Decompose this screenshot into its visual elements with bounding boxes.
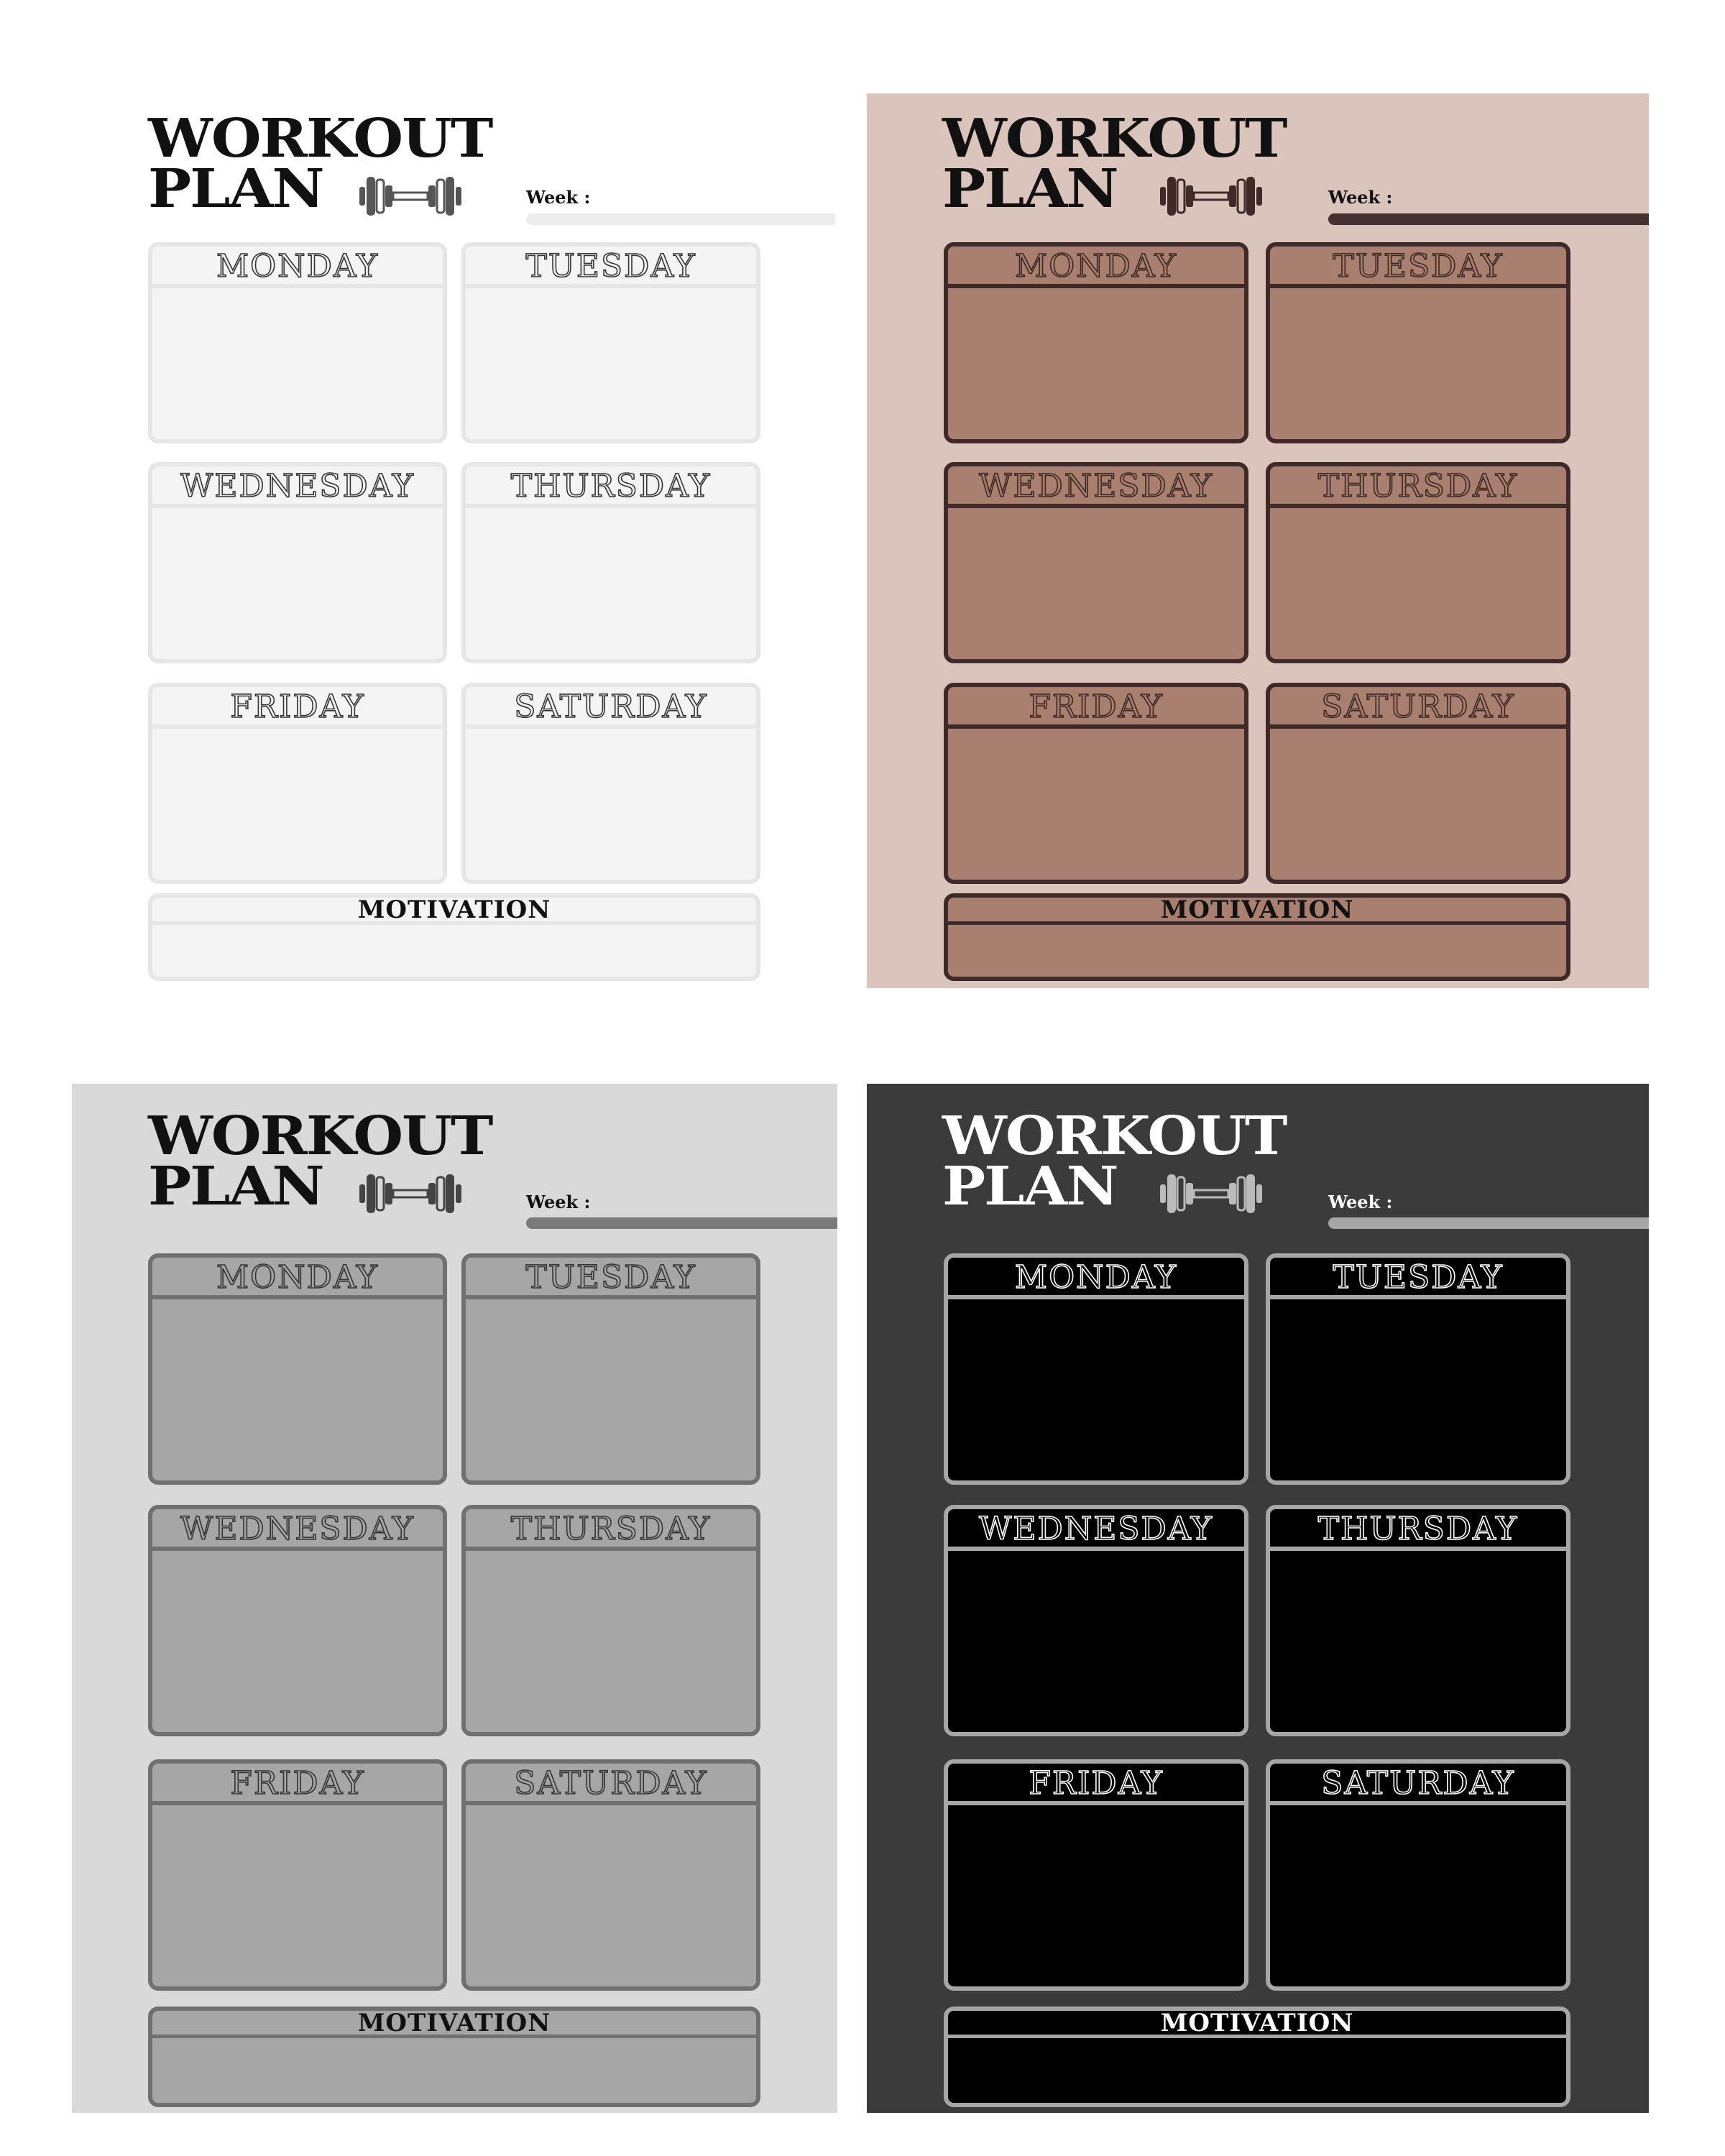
week-label: Week :: [526, 1192, 591, 1212]
planner-dark: [867, 1084, 1649, 2113]
day-label: FRIDAY: [1029, 688, 1164, 725]
dumbbell-icon: [1154, 1170, 1268, 1217]
week-input-line[interactable]: [526, 1217, 837, 1229]
day-label: THURSDAY: [1317, 1511, 1519, 1547]
day-label: SATURDAY: [1321, 688, 1515, 725]
day-card-monday[interactable]: [148, 242, 447, 443]
day-card-friday[interactable]: [148, 683, 447, 884]
day-card-tuesday[interactable]: [461, 242, 760, 443]
motivation-card[interactable]: [148, 2007, 760, 2107]
planner-mocha: [867, 93, 1649, 988]
day-label: FRIDAY: [230, 1765, 365, 1802]
day-header: [948, 1509, 1244, 1551]
day-label: TUESDAY: [525, 248, 696, 285]
day-card-saturday[interactable]: [461, 683, 760, 884]
day-header: [152, 247, 443, 288]
day-label: TUESDAY: [1333, 1259, 1504, 1296]
day-label: TUESDAY: [525, 1259, 696, 1296]
dumbbell-icon: [354, 172, 467, 220]
motivation-header: [152, 2011, 756, 2038]
day-header: [152, 1258, 443, 1299]
day-header: [1270, 247, 1566, 288]
motivation-header: [948, 895, 1566, 925]
day-header: [152, 687, 443, 729]
day-header: [466, 1509, 756, 1551]
day-header: [152, 1509, 443, 1551]
day-card-saturday[interactable]: [1266, 1759, 1570, 1991]
day-card-thursday[interactable]: [461, 462, 760, 663]
dumbbell-icon: [1154, 172, 1268, 220]
day-label: MONDAY: [1015, 1259, 1177, 1296]
day-label: WEDNESDAY: [180, 1511, 415, 1547]
day-card-wednesday[interactable]: [148, 1505, 447, 1736]
day-card-friday[interactable]: [148, 1759, 447, 1991]
week-input-line[interactable]: [1328, 1217, 1649, 1229]
day-label: MONDAY: [216, 1259, 379, 1296]
day-card-saturday[interactable]: [1266, 683, 1570, 884]
day-header: [466, 1764, 756, 1805]
week-label: Week :: [526, 187, 591, 208]
day-label: SATURDAY: [514, 1765, 708, 1802]
week-input-line[interactable]: [1328, 213, 1649, 225]
day-label: MONDAY: [216, 248, 379, 285]
day-header: [1270, 1764, 1566, 1805]
day-header: [948, 247, 1244, 288]
motivation-header: [152, 895, 756, 925]
day-header: [466, 687, 756, 729]
day-label: THURSDAY: [510, 468, 712, 505]
day-card-wednesday[interactable]: [944, 1505, 1248, 1736]
motivation-card[interactable]: [944, 2007, 1570, 2107]
day-card-tuesday[interactable]: [461, 1253, 760, 1485]
planner-white: [0, 0, 862, 1006]
day-card-thursday[interactable]: [1266, 1505, 1570, 1736]
day-header: [1270, 466, 1566, 508]
motivation-label: MOTIVATION: [357, 2009, 551, 2037]
title-workout: WORKOUT: [148, 1104, 492, 1167]
motivation-label: MOTIVATION: [1160, 895, 1354, 924]
title-workout: WORKOUT: [148, 106, 492, 170]
day-header: [466, 1258, 756, 1299]
day-label: WEDNESDAY: [979, 1511, 1213, 1547]
day-card-tuesday[interactable]: [1266, 1253, 1570, 1485]
day-header: [1270, 1509, 1566, 1551]
motivation-label: MOTIVATION: [357, 895, 551, 924]
day-label: TUESDAY: [1333, 248, 1504, 285]
motivation-card[interactable]: [944, 893, 1570, 981]
day-header: [948, 1258, 1244, 1299]
day-label: FRIDAY: [1029, 1765, 1164, 1802]
day-card-tuesday[interactable]: [1266, 242, 1570, 443]
day-label: MONDAY: [1015, 248, 1177, 285]
week-label: Week :: [1328, 1192, 1393, 1212]
motivation-label: MOTIVATION: [1160, 2009, 1354, 2037]
motivation-header: [948, 2011, 1566, 2038]
day-card-friday[interactable]: [944, 683, 1248, 884]
title-plan: PLAN: [148, 157, 323, 220]
title-workout: WORKOUT: [942, 1104, 1287, 1167]
day-card-monday[interactable]: [148, 1253, 447, 1485]
day-label: SATURDAY: [514, 688, 708, 725]
day-header: [152, 1764, 443, 1805]
week-label: Week :: [1328, 187, 1393, 208]
day-label: THURSDAY: [510, 1511, 712, 1547]
day-card-thursday[interactable]: [461, 1505, 760, 1736]
title-plan: PLAN: [942, 1154, 1118, 1217]
day-header: [152, 466, 443, 508]
day-card-thursday[interactable]: [1266, 462, 1570, 663]
day-card-monday[interactable]: [944, 242, 1248, 443]
day-card-friday[interactable]: [944, 1759, 1248, 1991]
day-header: [466, 466, 756, 508]
day-header: [948, 687, 1244, 729]
day-header: [1270, 1258, 1566, 1299]
day-card-saturday[interactable]: [461, 1759, 760, 1991]
day-header: [948, 1764, 1244, 1805]
day-header: [948, 466, 1244, 508]
day-label: SATURDAY: [1321, 1765, 1515, 1802]
title-workout: WORKOUT: [942, 106, 1287, 170]
title-plan: PLAN: [942, 157, 1118, 220]
day-header: [466, 247, 756, 288]
day-card-wednesday[interactable]: [944, 462, 1248, 663]
title-plan: PLAN: [148, 1154, 323, 1217]
planner-grey: [72, 1084, 837, 2113]
day-label: WEDNESDAY: [979, 468, 1213, 505]
day-header: [1270, 687, 1566, 729]
dumbbell-icon: [354, 1170, 467, 1217]
motivation-card[interactable]: [148, 893, 760, 981]
day-label: WEDNESDAY: [180, 468, 415, 505]
week-input-line[interactable]: [526, 213, 835, 225]
day-card-wednesday[interactable]: [148, 462, 447, 663]
day-label: FRIDAY: [230, 688, 365, 725]
day-card-monday[interactable]: [944, 1253, 1248, 1485]
day-label: THURSDAY: [1317, 468, 1519, 505]
